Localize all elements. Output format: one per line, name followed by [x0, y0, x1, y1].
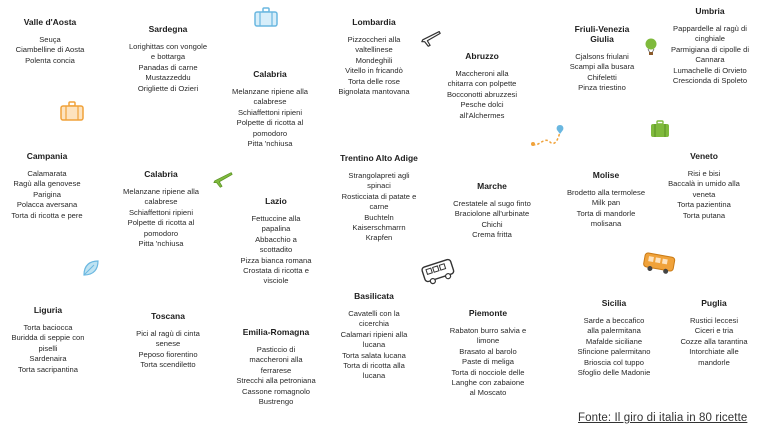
recipe-item: Torta sacripantina [18, 364, 78, 374]
suitcase-orange-icon [60, 101, 84, 121]
region-title: Marche [477, 181, 507, 191]
recipe-list [113, 187, 209, 249]
recipe-item: Mustazzeddu [145, 73, 191, 83]
recipe-item: Torta di nocciole delle Langhe con zabaione al Moscato [451, 367, 525, 398]
recipe-item: Polpette di ricotta al pomodoro [236, 118, 304, 138]
recipe-item: Crestatele al sugo finto [453, 199, 531, 208]
recipe-item: Polacca aversana [16, 200, 78, 210]
recipe-item: Ciambelline di Aosta [15, 45, 85, 55]
recipe-item: Torta putana [682, 210, 726, 220]
region-title: Molise [592, 170, 620, 180]
recipe-item: Maccheroni alla chitarra con polpette [447, 69, 517, 89]
recipe-item: Rabaton burro salvia e limone [449, 326, 527, 346]
region-piemonte [434, 308, 542, 399]
region-umbria [660, 6, 760, 86]
recipe-item: Cavatelli con la cicerchia [348, 309, 400, 329]
recipe-item: Buridda di seppie con piselli [11, 333, 85, 353]
recipe-item: Cassone romagnolo [242, 386, 310, 396]
recipe-item: Torta pazientina [677, 200, 731, 210]
recipe-item: Pizzoccheri alla valtellinese [347, 35, 401, 55]
recipe-item: Brodetto alla termolese [566, 188, 646, 197]
recipe-list [5, 35, 95, 66]
region-marche [442, 181, 542, 241]
recipe-item: Pinza triestino [578, 83, 626, 93]
recipe-list [666, 316, 762, 368]
region-basilicata [326, 291, 422, 382]
region-calabria-top [222, 69, 318, 149]
region-title: Puglia [701, 298, 727, 308]
recipe-item: Buchteln [364, 212, 394, 222]
recipe-item: Torta baciocca [23, 323, 73, 332]
recipe-item: Sfincione palermitano [577, 347, 651, 357]
region-title: Calabria [144, 169, 178, 179]
recipe-item: Lumachelle di Orvieto [673, 65, 747, 75]
source-credit: Fonte: Il giro di italia in 80 ricette [578, 412, 748, 424]
region-molise [558, 170, 654, 230]
region-liguria [2, 305, 94, 375]
region-title: Calabria [253, 69, 287, 79]
recipe-item: Parigina [33, 189, 61, 199]
recipe-list [228, 214, 324, 287]
airplane-green-icon [212, 168, 234, 190]
recipe-item: Melanzane ripiene alla calabrese [232, 87, 308, 107]
recipe-item: Pizza bianca romana [240, 255, 312, 265]
recipe-item: Seuça [39, 35, 61, 44]
recipe-item: Scampi alla busara [569, 62, 635, 72]
region-puglia [666, 298, 762, 368]
leaf-icon [82, 259, 100, 277]
recipe-item: Sarde a beccafico alla palermitana [583, 316, 645, 336]
recipe-item: Paste di meliga [462, 357, 514, 367]
recipe-item: Fettuccine alla papalina [251, 214, 301, 234]
recipe-item: Melanzane ripiene alla calabrese [123, 187, 199, 207]
region-veneto [656, 151, 752, 221]
recipe-list [656, 169, 752, 221]
recipe-item: Pitta 'nchiusa [247, 139, 293, 149]
suitcase-green-icon [650, 120, 670, 138]
region-lazio [228, 196, 324, 287]
recipe-list [120, 329, 216, 371]
recipe-item: Torta di mandorle molisana [576, 208, 636, 229]
recipe-item: Bocconotti abruzzesi [446, 89, 518, 99]
recipe-item: Risi e bisi [687, 169, 721, 178]
recipe-item: Chichi [481, 219, 503, 229]
region-title: Abruzzo [465, 51, 499, 61]
region-trentino [324, 153, 434, 244]
region-emilia-romagna [226, 327, 326, 407]
recipe-item: Ciceri e tria [694, 326, 734, 336]
region-toscana [120, 311, 216, 371]
recipe-item: Pitta 'nchiusa [138, 239, 184, 249]
recipe-item: Peposo fiorentino [138, 349, 198, 359]
region-title: Basilicata [354, 291, 394, 301]
region-sicilia [564, 298, 664, 378]
recipe-item: Rosticciata di patate e carne [341, 191, 417, 212]
route-pin-icon [530, 124, 566, 150]
region-title: Friuli-Venezia Giulia [574, 24, 630, 44]
recipe-list [2, 169, 92, 221]
recipe-item: Calamari ripieni alla lucana [340, 329, 408, 350]
region-sardegna [118, 24, 218, 94]
recipe-item: Rustici leccesi [689, 316, 739, 325]
recipe-item: Polpette di ricotta al pomodoro [127, 218, 195, 238]
recipe-list [226, 345, 326, 407]
hot-air-balloon-icon [644, 38, 658, 56]
recipe-list [2, 323, 94, 375]
recipe-item: Pici al ragù di cinta senese [136, 329, 200, 349]
recipe-list [222, 87, 318, 149]
recipe-item: Brasato al barolo [459, 346, 517, 356]
region-title: Veneto [690, 151, 718, 161]
region-title: Sardegna [148, 24, 188, 34]
recipe-item: Torta salata lucana [342, 350, 406, 360]
recipe-item: Sardenaira [29, 354, 67, 364]
recipe-list [556, 52, 648, 94]
recipe-item: Pesche dolci all'Alchermes [459, 100, 505, 120]
recipe-item: Torta delle rose [348, 76, 400, 86]
region-title: Lazio [265, 196, 287, 206]
recipe-list [442, 199, 542, 241]
recipe-item: Kaiserschmarrn [352, 223, 406, 233]
region-campania [2, 151, 92, 221]
recipe-list [326, 35, 422, 97]
region-calabria-mid [113, 169, 209, 249]
region-title: Valle d'Aosta [23, 17, 77, 27]
recipe-list [558, 188, 654, 230]
region-title: Lombardia [352, 17, 396, 27]
recipe-item: Cozze alla tarantina [680, 336, 748, 346]
recipe-item: Crostata di ricotta e visciole [243, 266, 309, 286]
recipe-item: Brioscia col tuppo [584, 357, 644, 367]
recipe-item: Origliette di Ozieri [137, 83, 199, 93]
recipe-list [324, 171, 434, 244]
recipe-item: Crescionda di Spoleto [672, 76, 748, 86]
recipe-item: Strecchi alla petroniana [236, 376, 316, 386]
recipe-item: Polenta concia [25, 55, 75, 65]
recipe-item: Ragù alla genovese [13, 179, 81, 189]
region-title: Trentino Alto Adige [340, 153, 418, 163]
region-valle-daosta [5, 17, 95, 66]
region-title: Piemonte [468, 308, 508, 318]
recipe-list [118, 42, 218, 94]
bus-orange-icon [642, 250, 676, 276]
recipe-item: Baccalà in umido alla veneta [668, 179, 740, 199]
recipe-item: Cjalsons friulani [575, 52, 629, 61]
recipe-item: Torta di ricotta alla lucana [343, 361, 405, 381]
recipe-item: Schiaffettoni ripieni [237, 107, 303, 117]
recipe-item: Vitello in fricandò [345, 66, 403, 76]
region-title: Campania [26, 151, 68, 161]
region-title: Emilia-Romagna [242, 327, 310, 337]
recipe-item: Pasticcio di maccheroni alla ferrarese [249, 345, 303, 375]
recipe-item: Krapfen [365, 233, 393, 243]
recipe-item: Panadas di carne [138, 62, 198, 72]
recipe-item: Sfoglio delle Madonie [577, 368, 651, 378]
recipe-item: Braciolone all'urbinate [454, 209, 530, 219]
recipe-item: Torta di ricotta e pere [11, 210, 83, 220]
recipe-item: Abbacchio a scottadito [255, 234, 297, 255]
recipe-item: Milk pan [591, 198, 621, 208]
recipe-item: Schiaffettoni ripieni [128, 207, 194, 217]
recipe-item: Lorighittas con vongole e bottarga [128, 42, 208, 62]
region-friuli [556, 24, 648, 94]
recipe-item: Mafalde siciliane [585, 336, 643, 346]
recipe-list [434, 326, 542, 399]
recipe-item: Bustrengo [258, 397, 294, 407]
recipe-item: Bignolata mantovana [338, 87, 410, 97]
region-title: Liguria [33, 305, 63, 315]
recipe-item: Parmigiana di cipolle di Cannara [670, 44, 750, 65]
region-title: Sicilia [601, 298, 627, 308]
recipe-item: Chifeletti [587, 72, 617, 82]
recipe-item: Pappardelle al ragù di cinghiale [673, 24, 747, 44]
airplane-icon [420, 27, 442, 49]
recipe-list [660, 24, 760, 86]
recipe-item: Calamarata [27, 169, 67, 178]
region-title: Umbria [695, 6, 725, 16]
recipe-item: Mondeghili [355, 55, 393, 65]
region-abruzzo [432, 51, 532, 121]
recipe-list [564, 316, 664, 378]
recipe-item: Strangolapreti agli spinaci [348, 171, 410, 191]
region-title: Toscana [151, 311, 185, 321]
suitcase-blue-icon [254, 7, 278, 27]
recipe-list [432, 69, 532, 121]
recipe-item: Crema fritta [472, 230, 512, 240]
region-lombardia [326, 17, 422, 97]
recipe-item: Torta scendiletto [140, 360, 196, 370]
bus-icon [420, 257, 456, 285]
recipe-item: Intorchiate alle mandorle [689, 347, 739, 367]
recipe-list [326, 309, 422, 382]
